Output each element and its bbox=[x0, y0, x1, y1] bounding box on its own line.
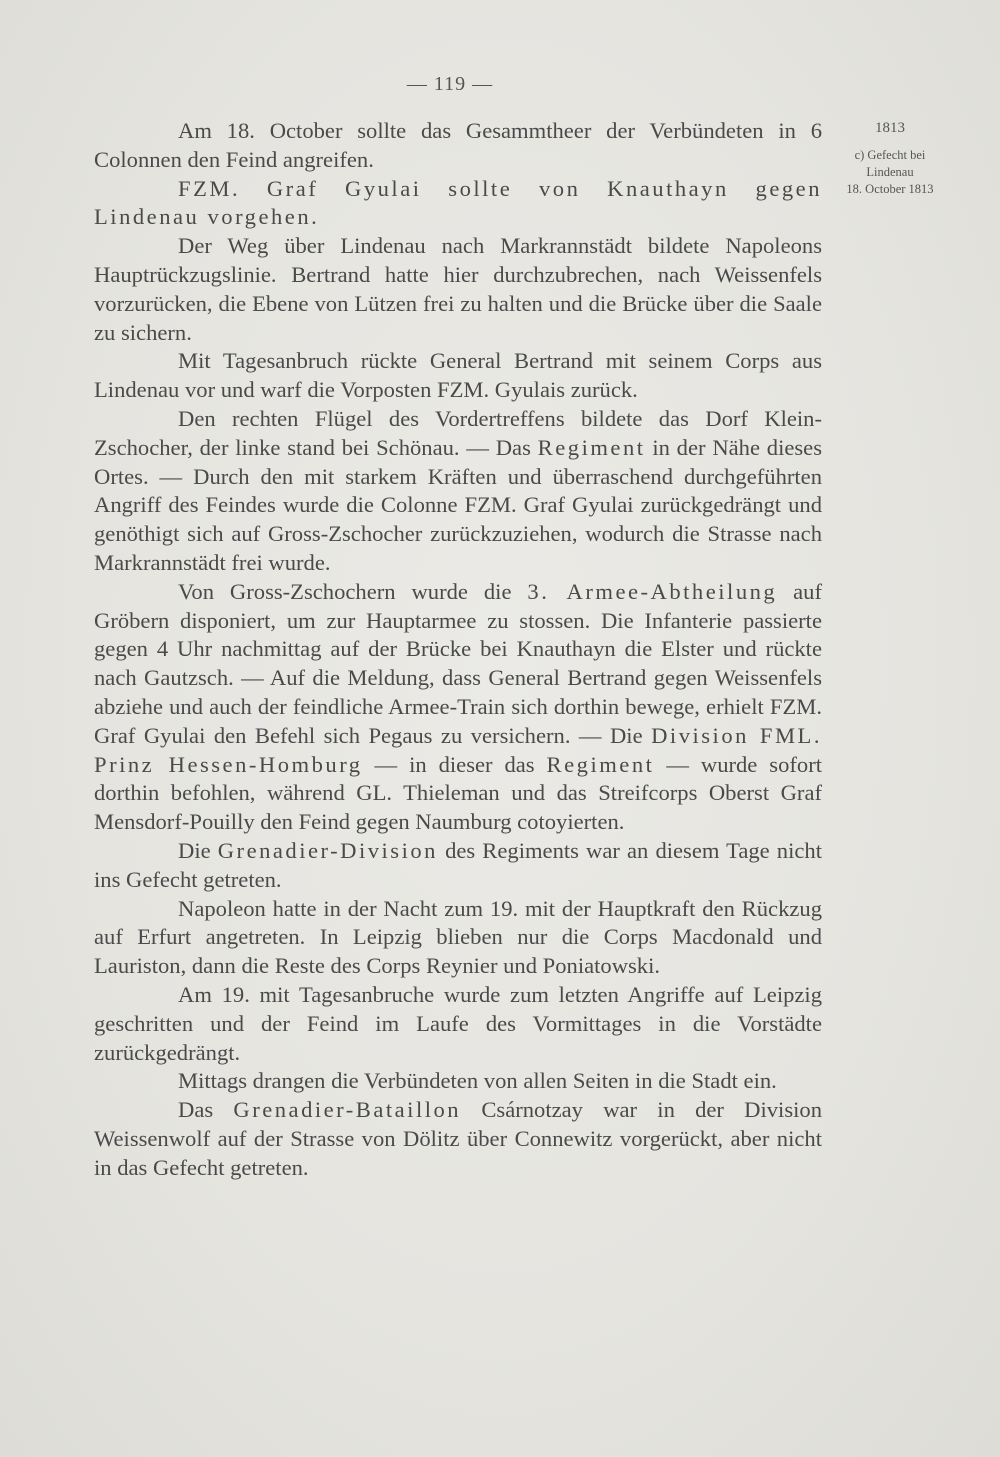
paragraph bbox=[94, 175, 822, 233]
paragraph: Mit Tagesanbruch rückte General Bertrand mit seinem Corps aus Lindenau vor und warf die Vorposten FZM. Gyulais zurück. bbox=[94, 348, 822, 403]
text-run: in der Nähe dieses Ortes. — Durch den mit starkem Kräften und überraschend durchgeführten Angriff des Feindes wurde die Colonne FZM. Graf Gyulai zurückgedrängt und genöthigt sich auf Gross-Zschocher zurückzuziehen, wodurch die Strasse nach Markrannstädt frei wurde. bbox=[94, 434, 822, 575]
spaced-text: Grenadier-Division bbox=[217, 837, 438, 863]
text-run: Von Gross-Zschochern wurde die bbox=[178, 578, 528, 604]
paragraph: Mittags drangen die Verbündeten von allen Seiten in die Stadt ein. bbox=[178, 1068, 777, 1094]
text-run: Das bbox=[178, 1097, 234, 1123]
text-run: — in dieser das bbox=[362, 751, 547, 777]
margin-note-line: c) Gefecht bei bbox=[854, 148, 926, 162]
margin-note-line: Lindenau bbox=[866, 165, 914, 179]
text-run: Csárnotzay war in der Division Weissenwolf auf der Strasse von Dölitz über Connewitz vorgerückt, aber nicht in das Gefecht getreten. bbox=[94, 1097, 822, 1180]
text-run: des Regiments war an diesem Tage nicht ins Gefecht getreten. bbox=[94, 837, 822, 892]
paragraph bbox=[94, 405, 822, 578]
paragraph: Der Weg über Lindenau nach Markrannstädt bildete Napoleons Hauptrückzugslinie. Bertrand hatte hier durchzubrechen, nach Weissenfels vorzurücken, die Ebene von Lützen frei zu halten und die Brücke über die Saale zu sichern. bbox=[94, 233, 822, 345]
spaced-text: Grenadier-Bataillon bbox=[233, 1097, 462, 1123]
text-run: Den rechten Flügel des Vordertreffens bildete das Dorf Klein-Zschocher, der linke stand bei Schönau. — Das bbox=[94, 405, 822, 460]
margin-note-line: 18. October 1813 bbox=[846, 182, 934, 196]
spaced-text: Regiment bbox=[537, 434, 646, 460]
paragraph: Am 19. mit Tagesanbruche wurde zum letzten Angriffe auf Leipzig geschritten und der Feind im Laufe des Vormittages in die Vorstädte zurückgedrängt. bbox=[94, 981, 822, 1065]
margin-note bbox=[828, 120, 952, 198]
spaced-text: Division FML. Prinz Hessen-Homburg bbox=[94, 722, 822, 777]
text-run: Die bbox=[178, 837, 218, 863]
text-run: auf Gröbern disponiert, um zur Hauptarmee zu stossen. Die Infanterie passierte gegen 4 Uhr nachmittag auf der Brücke bei Knauthayn die Elster und rückte nach Gautzsch. — Auf die Meldung, dass General Bertrand gegen Weissenfels abziehe und auch der feindliche Armee-Train sich dorthin bewege, erhielt FZM. Graf Gyulai den Befehl sich Pegaus zu versichern. — Die bbox=[94, 578, 822, 748]
paragraph bbox=[94, 578, 822, 837]
spaced-text: 3. Armee-Abtheilung bbox=[527, 578, 778, 604]
paragraph bbox=[94, 837, 822, 895]
paragraph: Am 18. October sollte das Gesammtheer der Verbündeten in 6 Colonnen den Feind angreifen. bbox=[94, 118, 822, 172]
page-number: — 119 — bbox=[406, 73, 494, 95]
paragraph bbox=[94, 1096, 822, 1182]
margin-note-year: 1813 bbox=[875, 120, 905, 136]
spaced-text: Regiment bbox=[546, 751, 655, 777]
spaced-text: FZM. Graf Gyulai sollte von Knauthayn gegen Lindenau vorgehen. bbox=[94, 175, 822, 230]
body-text bbox=[94, 117, 822, 1182]
text-run: — wurde sofort dorthin befohlen, während GL. Thieleman und das Streifcorps Oberst Graf Mensdorf-Pouilly den Feind gegen Naumburg cotoyierten. bbox=[94, 751, 822, 835]
paragraph: Napoleon hatte in der Nacht zum 19. mit der Hauptkraft den Rückzug auf Erfurt angetreten. In Leipzig blieben nur die Corps Macdonald und Lauriston, dann die Reste des Corps Reynier und Poniatowski. bbox=[94, 895, 822, 979]
